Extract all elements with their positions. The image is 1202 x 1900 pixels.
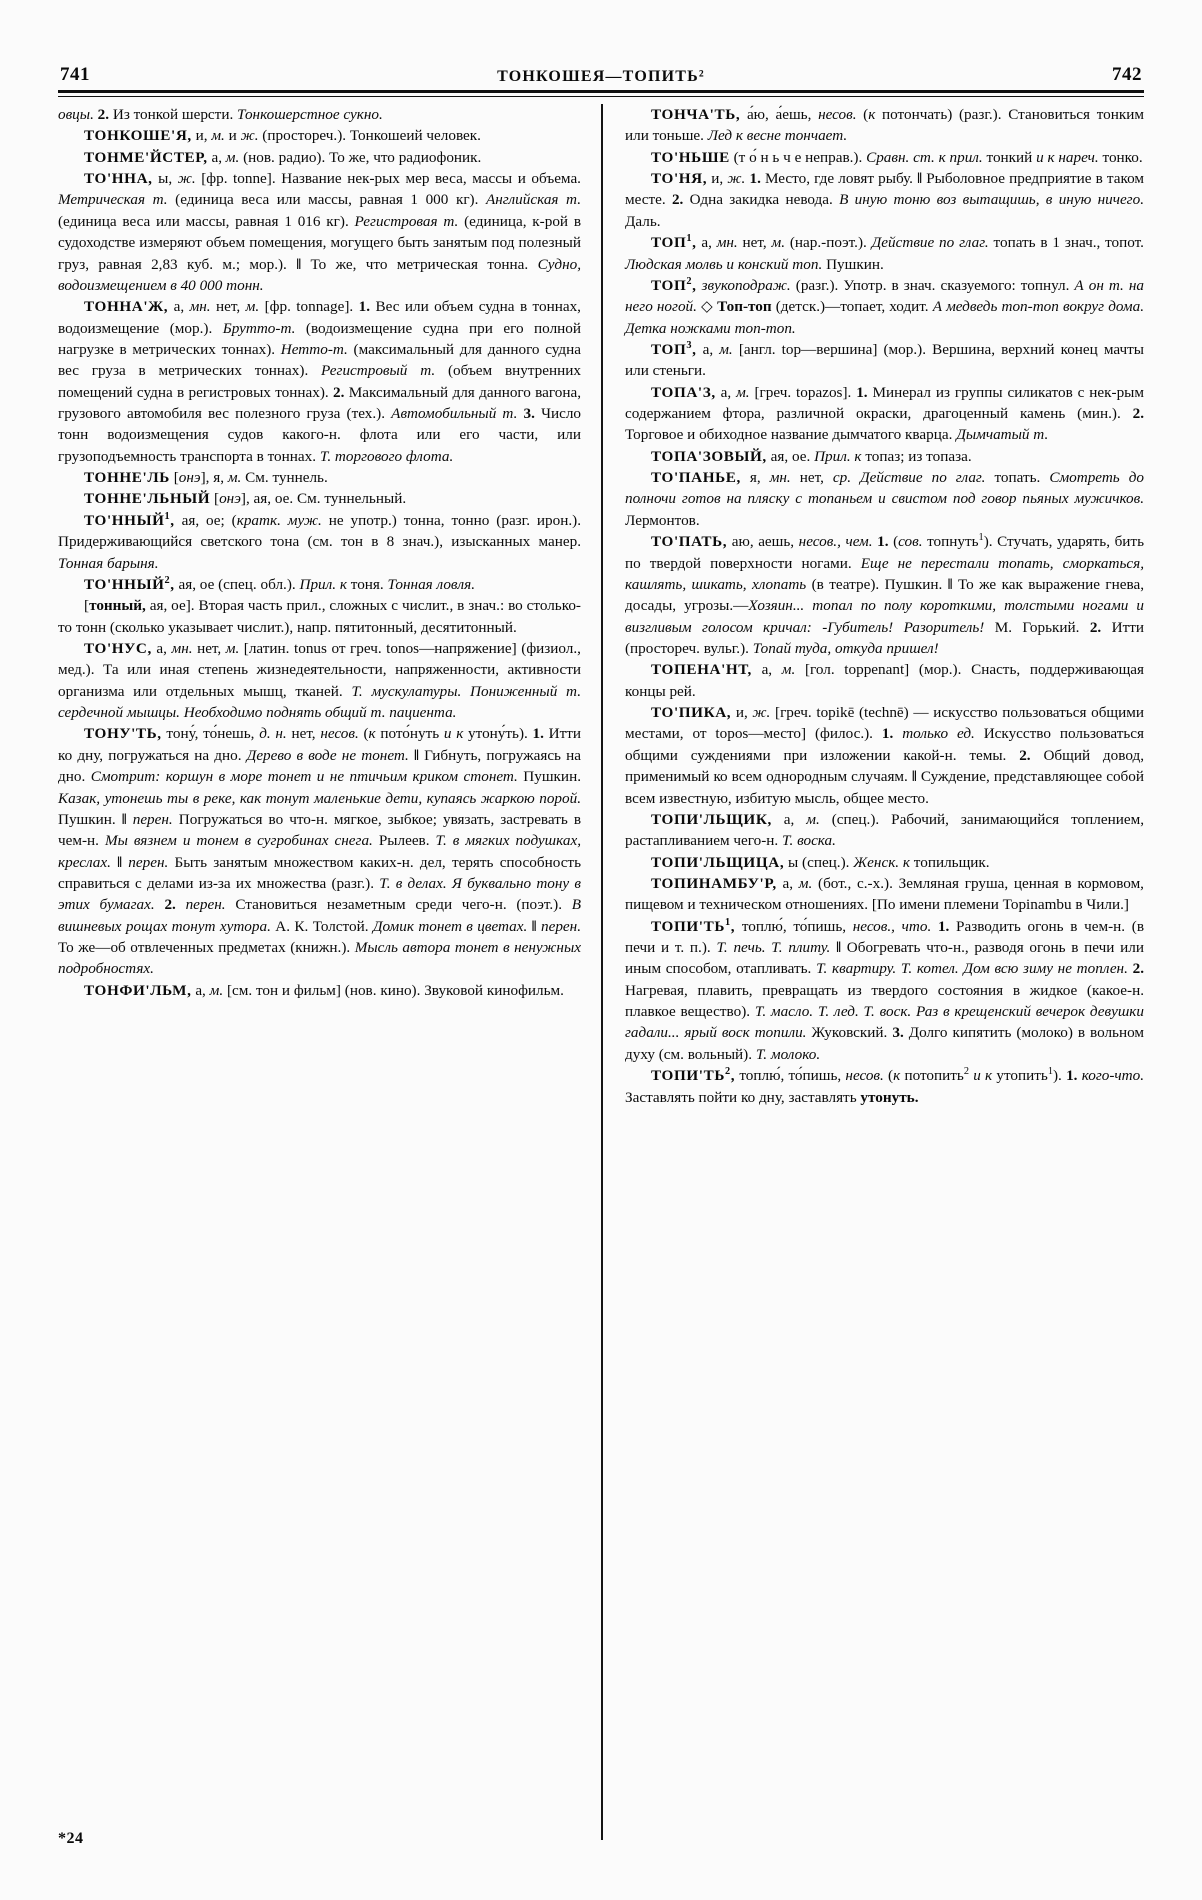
dictionary-entry: $ТОПИ'ТЬ^2$, топлю́, то́пишь, несов. (к потопить$^2$ и к утопить$^1$). 1. кого-что. Заставлять пойти ко дну, заставлять утонуть. [625, 1066, 1145, 1106]
dictionary-entry: ТОНКОШЕ'Я, и, м. и ж. (простореч.). Тонкошеий человек. [84, 127, 481, 145]
dictionary-entry: ТОПИНАМБУ'Р, а, м. (бот., с.-х.). Земляная груша, ценная в кормовом, пищевом и техническом отношениях. [По имени племени Topinambu в Чили.] [625, 874, 1144, 914]
dictionary-entry: ТОПА'ЗОВЫЙ, ая, ое. Прил. к топаз; из топаза. [651, 447, 972, 465]
page-body [58, 104, 1144, 1840]
dictionary-entry: ТОНЧА'ТЬ, а́ю, а́ешь, несов. (к потончать) (разг.). Становиться тонким или тоньше. Лед к весне тончает. [625, 106, 1144, 145]
dictionary-entry: ТОП$^2$, звукоподраж. (разг.). Употр. в знач. сказуемого: топнул. А он т. на него ногой. ◇ Топ-топ (детск.)—топает, ходит. А медведь топ-топ вокруг дома. Детка ножками топ-топ. [625, 275, 1144, 337]
dictionary-entry: $ТОПИ'ТЬ^1$, топлю́, то́пишь, несов., что. 1. Разводить огонь в чем-н. (в печи и т. п.). Т. печь. Т. плиту. ‖ Обогревать что-н., разводя огонь в печи или иным способом, отапливать. Т. квартиру. Т. котел. Дом всю зиму не топлен. 2. Нагревая, плавить, превращать из твердого состояния в жидкое (какое-н. плавкое вещество). Т. масло. Т. лед. Т. воск. Раз в крещенский вечерок девушки гадали... ярый воск топили. Жуковский. 3. Долго кипятить (молоко) в вольном духу (см. вольный). Т. молоко. [625, 916, 1145, 1063]
sheet-signature: *24 [58, 1830, 84, 1847]
running-head: ТОНКОШЕЯ—ТОПИТЬ² [497, 68, 705, 85]
folio-left: 741 [60, 64, 90, 85]
dictionary-entry: ТОНМЕ'ЙСТЕР, а, м. (нов. радио). То же, что радиофоник. [84, 148, 482, 166]
dictionary-entry: [тонный, ая, ое]. Вторая часть прил., сложных с числит., в знач.: во столько-то тонн (сколько указывает числит.), напр. пятитонный, десятитонный. [58, 597, 581, 636]
folio-right: 742 [1112, 64, 1142, 85]
entry-continuation: овцы. 2. Из тонкой шерсти. Тонкошерстное сукно. [58, 106, 383, 123]
dictionary-entry: ТО'ПАНЬЕ, я, мн. нет, ср. Действие по глаг. топать. Смотреть до полночи готов на пляску с топаньем и свистом под говор пьяных мужичков. Лермонтов. [625, 469, 1144, 529]
dictionary-entry: ТО'ПИКА, и, ж. [греч. topikē (technē) — искусство пользоваться общими местами, от topos—место] (филос.). 1. только ед. Искусство пользоваться общими суждениями при изложении какой-н. темы. 2. Общий довод, применимый ко всем однородным случаям. ‖ Суждение, представляющее собой всем известную, избитую мысль, общее место. [625, 704, 1145, 807]
dictionary-entry: ТОННЕ'ЛЬНЫЙ [онэ], ая, ое. См. туннельный. [84, 490, 407, 508]
dictionary-entry: ТО'ННЫЙ$^1$, ая, ое; (кратк. муж. не употр.) тонна, тонно (разг. ирон.). Придерживающийся светского тона (см. тон в 8 знач.), изысканных манер. Тонная барыня. [58, 510, 581, 572]
page-header [60, 52, 1142, 86]
dictionary-entry: ТО'ПАТЬ, аю, аешь, несов., чем. 1. (сов. топнуть$^1$). Стучать, ударять, бить по твердой поверхности ногами. Еще не перестали топать, сморкаться, кашлять, шикать, хлопать (в театре). Пушкин. ‖ То же как выражение гнева, досады, угрозы.—Хозяин... топал по полу короткими, толстыми ногами и визгливым голосом кричал: -Губитель! Разоритель! М. Горький. 2. Итти (простореч. вульг.). Топай туда, откуда пришел! [625, 532, 1144, 657]
dictionary-entry: ТОПА'З, а, м. [греч. topazos]. 1. Минерал из группы силикатов с нек-рым содержанием фтора, различной окраски, драгоценный камень (мин.). 2. Торговое и обиходное название дымчатого кварца. Дымчатый т. [625, 383, 1144, 444]
header-rule [58, 90, 1144, 97]
dictionary-entry: ТОПЕНА'НТ, а, м. [гол. toppenant] (мор.). Снасть, поддерживающая концы рей. [625, 661, 1145, 700]
dictionary-entry: ТОНУ'ТЬ, тону́, то́нешь, д. н. нет, несов. (к пото́нуть и к утону́ть). 1. Итти ко дну, погружаться на дно. Дерево в воде не тонет. ‖ Гибнуть, погружаясь на дно. Смотрит: коршун в море тонет и не птичьим криком стонет. Пушкин. Казак, утонешь ты в реке, как тонут маленькие дети, купаясь жаркою порой. Пушкин. ‖ перен. Погружаться во что-н. мягкое, зыбкое; увязать, застревать в чем-н. Мы вязнем и тонем в сугробинах снега. Рылеев. Т. в мягких подушках, креслах. ‖ перен. Быть занятым множеством каких-н. дел, терять способность справиться с делами из-за их множества (разг.). Т. в делах. Я буквально тону в этих бумагах. 2. перен. Становиться незаметным среди чего-н. (поэт.). В вишневых рощах тонут хутора. А. К. Толстой. Домик тонет в цветах. ‖ перен. То же—об отвлеченных предметах (книжн.). Мысль автора тонет в ненужных подробностях. [58, 725, 582, 978]
dictionary-entry: ТОННА'Ж, а, мн. нет, м. [фр. tonnage]. 1. Вес или объем судна в тоннах, водоизмещение (мор.). Брутто-т. (водоизмещение судна при его полной нагрузке в метрических тоннах). Нетто-т. (максимальный для данного судна вес груза в метрических тоннах). Регистровый т. (объем внутренних помещений судна в регистровых тоннах). 2. Максимальный для данного вагона, грузового автомобиля вес полезного груза (тех.). Автомобильный т. 3. Число тонн водоизмещения судов какого-н. флота или его части, или грузоподъемность транспорта в тоннах. Т. торгового флота. [58, 298, 581, 465]
dictionary-entry: ТОПИ'ЛЬЩИЦА, ы (спец.). Женск. к топильщик. [651, 853, 990, 871]
dictionary-entry: ТО'ННЫЙ$^2$, ая, ое (спец. обл.). Прил. к тоня. Тонная ловля. [84, 574, 475, 593]
dictionary-entry: ТОП$^3$, а, м. [англ. top—вершина] (мор.). Вершина, верхний конец мачты или стеньги. [625, 339, 1144, 380]
column-right [601, 104, 1144, 1840]
dictionary-entry: ТОНФИ'ЛЬМ, а, м. [см. тон и фильм] (нов. кино). Звуковой кинофильм. [84, 981, 564, 999]
dictionary-entry: ТОННЕ'ЛЬ [онэ], я, м. См. туннель. [84, 469, 328, 487]
dictionary-entry: ТО'НЬШЕ (т о́ н ь ч е неправ.). Сравн. ст. к прил. тонкий и к нареч. тонко. [651, 148, 1143, 166]
dictionary-entry: ТОПИ'ЛЬЩИК, а, м. (спец.). Рабочий, занимающийся топлением, растапливанием чего-н. Т. воска. [625, 810, 1144, 850]
dictionary-entry: ТО'НЯ, и, ж. 1. Место, где ловят рыбу. ‖ Рыболовное предприятие в таком месте. 2. Одна закидка невода. В иную тоню воз вытащишь, в иную ничего. Даль. [625, 170, 1145, 230]
dictionary-entry: ТОП$^1$, а, мн. нет, м. (нар.-поэт.). Действие по глаг. топать в 1 знач., топот. Людская молвь и конский топ. Пушкин. [625, 233, 1144, 273]
column-left [58, 104, 601, 1840]
dictionary-entry: ТО'ННА, ы, ж. [фр. tonne]. Название нек-рых мер веса, массы и объема. Метрическая т. (единица веса или массы, равная 1 000 кг). Английская т. (единица веса или массы, равная 1 016 кг). Регистровая т. (единица, к-рой в судоходстве измеряют объем помещения, могущего быть занятым под полезный груз, равная 2,83 куб. м.; мор.). ‖ То же, что метрическая тонна. Судно, водоизмещением в 40 000 тонн. [58, 170, 581, 294]
dictionary-entry: ТО'НУС, а, мн. нет, м. [латин. tonus от греч. tonos—напряжение] (физиол., мед.). Та или иная степень жизнедеятельности, напряженности, активности организма или отдельных мышц, тканей. Т. мускулатуры. Пониженный т. сердечной мышцы. Необходимо поднять общий т. пациента. [58, 639, 581, 722]
